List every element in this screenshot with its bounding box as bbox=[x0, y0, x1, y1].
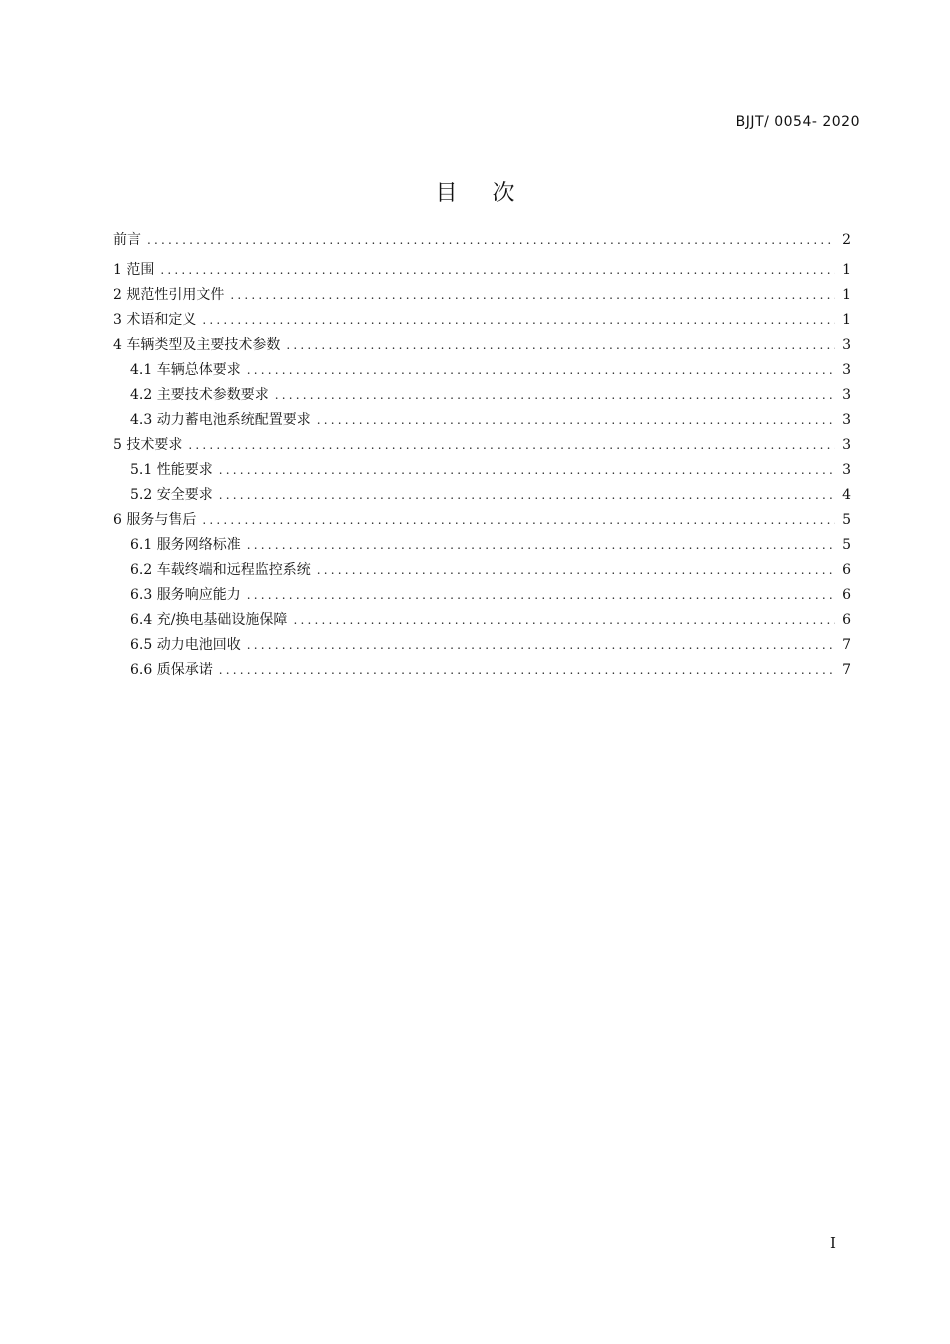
toc-entry-5-2[interactable] bbox=[113, 483, 851, 508]
toc-entry-page: 3 bbox=[842, 462, 851, 478]
toc-entry-label: 2 规范性引用文件 bbox=[113, 287, 225, 303]
toc-dot-leader bbox=[202, 508, 835, 533]
toc-entry-label: 6.2 车载终端和远程监控系统 bbox=[130, 562, 311, 578]
toc-dot-leader bbox=[147, 228, 835, 253]
toc-dot-leader bbox=[317, 408, 835, 433]
toc-entry-page: 3 bbox=[842, 437, 851, 453]
toc-entry-vehicle-types[interactable] bbox=[113, 333, 851, 358]
toc-dot-leader bbox=[219, 483, 835, 508]
toc-entry-page: 3 bbox=[842, 362, 851, 378]
toc-entry-page: 2 bbox=[842, 232, 851, 248]
toc-entry-4-2[interactable] bbox=[113, 383, 851, 408]
page-number: I bbox=[830, 1234, 836, 1252]
toc-entry-page: 7 bbox=[842, 637, 851, 653]
toc-entry-service-after-sales[interactable] bbox=[113, 508, 851, 533]
toc-entry-scope[interactable] bbox=[113, 258, 851, 283]
toc-entry-5-1[interactable] bbox=[113, 458, 851, 483]
toc-entry-6-1[interactable] bbox=[113, 533, 851, 558]
toc-entry-label: 5.1 性能要求 bbox=[130, 462, 213, 478]
toc-dot-leader bbox=[317, 558, 835, 583]
toc-dot-leader bbox=[247, 358, 835, 383]
toc-dot-leader bbox=[286, 333, 835, 358]
toc-entry-label: 4.2 主要技术参数要求 bbox=[130, 387, 269, 403]
toc-entry-page: 1 bbox=[842, 312, 851, 328]
toc-entry-page: 3 bbox=[842, 387, 851, 403]
toc-entry-6-5[interactable] bbox=[113, 633, 851, 658]
toc-entry-label: 6 服务与售后 bbox=[113, 512, 197, 528]
toc-dot-leader bbox=[247, 633, 835, 658]
toc-entry-terms-definitions[interactable] bbox=[113, 308, 851, 333]
toc-entry-foreword[interactable] bbox=[113, 228, 851, 253]
toc-entry-page: 5 bbox=[842, 537, 851, 553]
toc-entry-normative-references[interactable] bbox=[113, 283, 851, 308]
toc-entry-page: 7 bbox=[842, 662, 851, 678]
toc-entry-label: 3 术语和定义 bbox=[113, 312, 197, 328]
toc-entry-6-3[interactable] bbox=[113, 583, 851, 608]
table-of-contents bbox=[113, 228, 851, 683]
toc-dot-leader bbox=[247, 583, 835, 608]
toc-entry-page: 6 bbox=[842, 612, 851, 628]
toc-entry-page: 3 bbox=[842, 337, 851, 353]
toc-entry-page: 3 bbox=[842, 412, 851, 428]
toc-entry-4-3[interactable] bbox=[113, 408, 851, 433]
toc-entry-page: 6 bbox=[842, 587, 851, 603]
toc-entry-6-2[interactable] bbox=[113, 558, 851, 583]
toc-entry-6-4[interactable] bbox=[113, 608, 851, 633]
toc-entry-label: 前言 bbox=[113, 232, 141, 248]
toc-entry-label: 4 车辆类型及主要技术参数 bbox=[113, 337, 281, 353]
toc-dot-leader bbox=[230, 283, 835, 308]
toc-entry-label: 6.1 服务网络标准 bbox=[130, 537, 241, 553]
toc-entry-page: 1 bbox=[842, 287, 851, 303]
toc-entry-4-1[interactable] bbox=[113, 358, 851, 383]
toc-entry-label: 6.6 质保承诺 bbox=[130, 662, 213, 678]
toc-entry-page: 1 bbox=[842, 262, 851, 278]
toc-dot-leader bbox=[188, 433, 835, 458]
toc-entry-label: 1 范围 bbox=[113, 262, 155, 278]
toc-entry-label: 6.5 动力电池回收 bbox=[130, 637, 241, 653]
toc-entry-label: 6.3 服务响应能力 bbox=[130, 587, 241, 603]
toc-dot-leader bbox=[160, 258, 835, 283]
toc-dot-leader bbox=[247, 533, 835, 558]
toc-dot-leader bbox=[293, 608, 835, 633]
toc-title: 目 次 bbox=[435, 181, 529, 206]
toc-entry-label: 5.2 安全要求 bbox=[130, 487, 213, 503]
toc-entry-label: 5 技术要求 bbox=[113, 437, 183, 453]
toc-dot-leader bbox=[219, 458, 835, 483]
toc-entry-technical-requirements[interactable] bbox=[113, 433, 851, 458]
toc-dot-leader bbox=[275, 383, 835, 408]
toc-entry-page: 5 bbox=[842, 512, 851, 528]
toc-entry-label: 6.4 充/换电基础设施保障 bbox=[130, 612, 288, 628]
toc-entry-page: 4 bbox=[842, 487, 851, 503]
toc-entry-label: 4.3 动力蓄电池系统配置要求 bbox=[130, 412, 311, 428]
toc-entry-label: 4.1 车辆总体要求 bbox=[130, 362, 241, 378]
toc-dot-leader bbox=[202, 308, 835, 333]
toc-dot-leader bbox=[219, 658, 835, 683]
toc-entry-6-6[interactable] bbox=[113, 658, 851, 683]
toc-entry-page: 6 bbox=[842, 562, 851, 578]
standard-code: BJJT/ 0054- 2020 bbox=[735, 114, 860, 130]
